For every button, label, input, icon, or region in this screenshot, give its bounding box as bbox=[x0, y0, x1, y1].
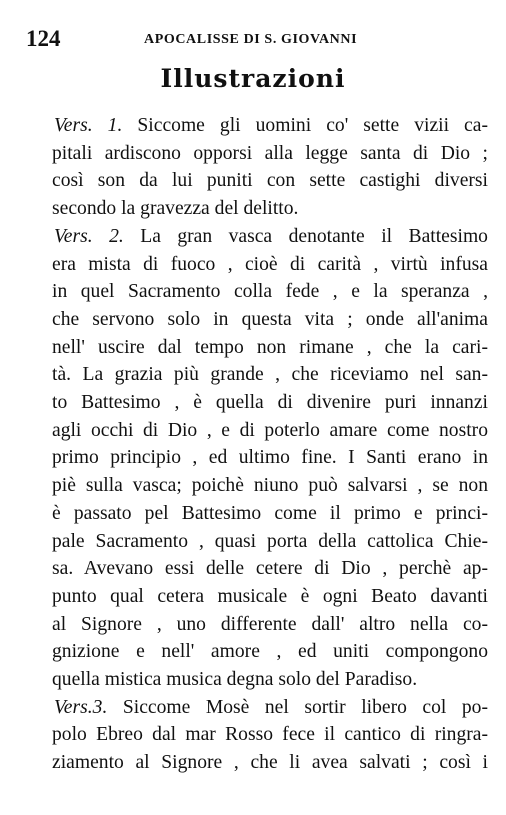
text-line: primo principio , ed ultimo fine. I Santi erano in bbox=[52, 447, 488, 469]
section-title: Illustrazioni bbox=[160, 64, 346, 93]
text-line: piè sulla vasca; poichè niuno può salvarsi , se non bbox=[52, 475, 488, 497]
text-line: pale Sacramento , quasi porta della cattolica Chie- bbox=[52, 530, 488, 552]
text-line: nell' uscire dal tempo non rimane , che la cari- bbox=[52, 336, 488, 358]
verse-2 bbox=[26, 223, 488, 694]
line-text: Siccome gli uomini co' sette vizii ca- bbox=[122, 115, 488, 136]
text-line: era mista di fuoco , cioè di carità , virtù infusa bbox=[52, 253, 488, 275]
text-line: è passato pel Battesimo come il primo e princi- bbox=[52, 502, 488, 524]
text-line: secondo la gravezza del delitto. bbox=[52, 198, 299, 220]
running-head: APOCALISSE DI S. GIOVANNI bbox=[144, 32, 358, 47]
text-line: che servono solo in questa vita ; onde all'anima bbox=[52, 308, 488, 330]
text-line: punto qual cetera musicale è ogni Beato davanti bbox=[52, 585, 488, 607]
text-line: to Battesimo , è quella di divenire puri innanzi bbox=[52, 392, 488, 414]
body-text bbox=[26, 112, 488, 777]
text-line: in quel Sacramento colla fede , e la speranza , bbox=[52, 281, 488, 303]
line-text: La gran vasca denotante il Battesimo bbox=[123, 225, 488, 247]
text-line: polo Ebreo dal mar Rosso fece il cantico di ringra- bbox=[52, 724, 488, 746]
verse-1 bbox=[26, 112, 488, 223]
text-line: quella mistica musica degna solo del Paradiso. bbox=[52, 669, 418, 691]
page-header bbox=[26, 26, 486, 52]
text-line: così son da lui puniti con sette castighi diversi bbox=[52, 170, 488, 192]
text-line bbox=[26, 112, 488, 140]
text-line: tà. La grazia più grande , che riceviamo nel san- bbox=[52, 364, 488, 386]
text-line bbox=[26, 223, 488, 251]
text-line: ziamento al Signore , che li avea salvati ; così i bbox=[52, 752, 488, 774]
verse-label: Vers. 1. bbox=[54, 115, 123, 136]
text-line: pitali ardiscono opporsi alla legge santa di Dio ; bbox=[52, 142, 488, 164]
verse-label: Vers. 2. bbox=[54, 225, 124, 247]
text-line: al Signore , uno differente dall' altro nella co- bbox=[52, 613, 488, 635]
text-line bbox=[26, 694, 488, 722]
verse-3 bbox=[26, 694, 488, 777]
verse-label: Vers.3. bbox=[54, 696, 108, 718]
page-number: 124 bbox=[26, 26, 61, 51]
text-line: sa. Avevano essi delle cetere di Dio , perchè ap- bbox=[52, 558, 488, 580]
text-line: agli occhi di Dio , e di poterlo amare come nostro bbox=[52, 419, 488, 441]
line-text: Siccome Mosè nel sortir libero col po- bbox=[107, 696, 488, 718]
text-line: gnizione e nell' amore , ed uniti compongono bbox=[52, 641, 488, 663]
